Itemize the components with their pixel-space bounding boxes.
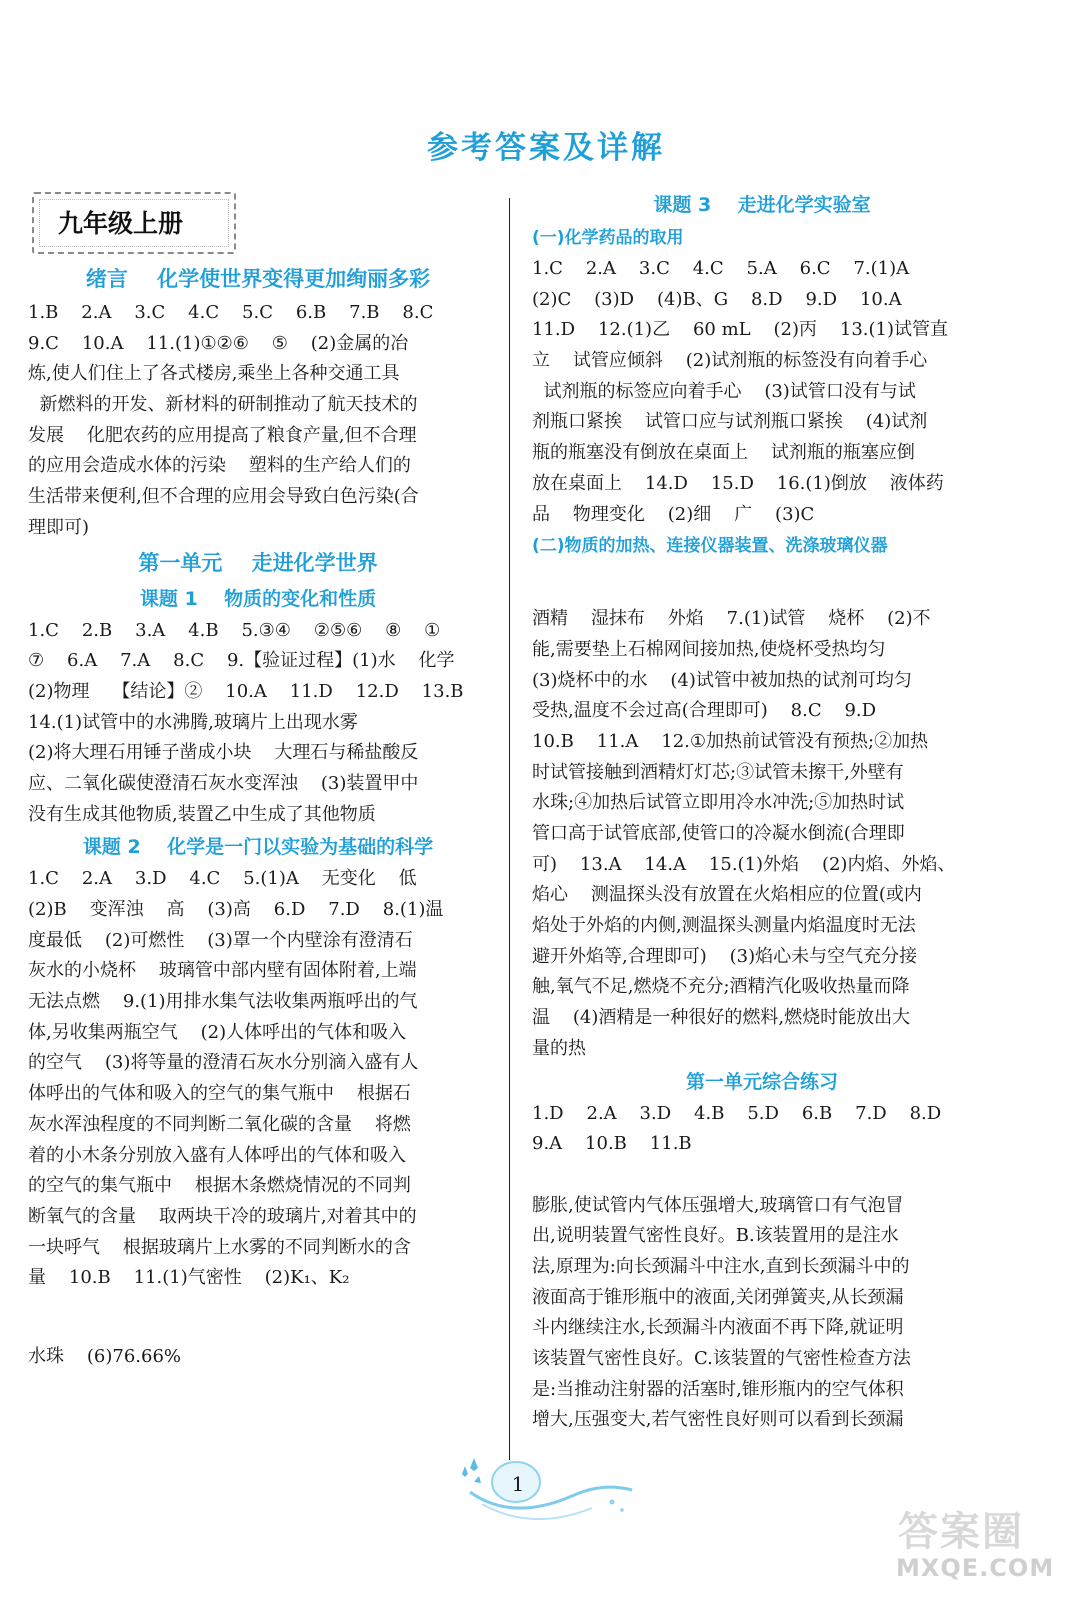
answer-line: 断氧气的含量 取两块干冷的玻璃片,对着其中的 xyxy=(28,1205,417,1227)
answer-line xyxy=(532,562,992,604)
watermark-logo: 答案圈 xyxy=(898,1509,1024,1555)
answer-line: 10.B 11.A 12.①加热前试管没有预热;②加热 xyxy=(532,730,929,752)
answer-line: 立 试管应倾斜 (2)试剂瓶的标签没有向着手心 xyxy=(532,350,928,372)
answer-line: 量 10.B 11.(1)气密性 (2)K₁、K₂ xyxy=(28,1267,350,1289)
answer-line: 酒精 湿抹布 外焰 7.(1)试管 烧杯 (2)不 xyxy=(532,608,931,630)
formula-line xyxy=(28,1294,488,1336)
answer-line xyxy=(532,1160,992,1191)
answer-line: 法,原理为:向长颈漏斗中注水,直到长颈漏斗中的 xyxy=(532,1255,910,1277)
answer-line: 可) 13.A 14.A 15.(1)外焰 (2)内焰、外焰、 xyxy=(532,853,956,875)
answer-line: 体呼出的气体和吸入的空气的集气瓶中 根据石 xyxy=(28,1083,411,1105)
answer-line: (2)B 变浑浊 高 (3)高 6.D 7.D 8.(1)温 xyxy=(28,899,444,920)
answer-line: 试剂瓶的标签应向着手心 (3)试管口没有与试 xyxy=(532,380,916,402)
column-divider xyxy=(509,198,510,1460)
answer-line: 剂瓶口紧挨 试管口应与试剂瓶口紧挨 (4)试剂 xyxy=(532,411,928,433)
answer-line: 1.C 2.A 3.D 4.C 5.(1)A 无变化 低 xyxy=(28,868,417,890)
answer-line: 的空气的集气瓶中 根据木条燃烧情况的不同判 xyxy=(28,1175,411,1197)
answer-line: (2)C (3)D (4)B、G 8.D 9.D 10.A xyxy=(532,288,902,310)
answer-line: 理即可) xyxy=(28,516,90,538)
answer-line: 9.C 10.A 11.(1)①②⑥ ⑤ (2)金属的冶 xyxy=(28,332,409,354)
answer-line: 一块呼气 根据玻璃片上水雾的不同判断水的含 xyxy=(28,1236,411,1258)
right-column xyxy=(532,188,992,1436)
answer-line: 炼,使人们住上了各式楼房,乘坐上各种交通工具 xyxy=(28,363,400,385)
answer-line: (2)物理 【结论】② 10.A 11.D 12.D 13.B xyxy=(28,680,464,702)
answer-line: 体,另收集两瓶空气 (2)人体呼出的气体和吸入 xyxy=(28,1021,407,1043)
answer-line: 触,氧气不足,燃烧不充分;酒精汽化吸收热量而降 xyxy=(532,976,910,998)
answer-line: 应、二氧化碳使澄清石灰水变浑浊 (3)装置甲中 xyxy=(28,772,419,794)
answer-line: ⑦ 6.A 7.A 8.C 9.【验证过程】(1)水 化学 xyxy=(28,650,455,672)
topic1-answers xyxy=(28,616,488,831)
answer-line: 增大,压强变大,若气密性良好则可以看到长颈漏 xyxy=(532,1409,904,1431)
topic2-heading: 课题 2 化学是一门以实验为基础的科学 xyxy=(82,836,434,859)
answer-line: 量的热 xyxy=(532,1037,586,1059)
answer-line: 生活带来便利,但不合理的应用会导致白色污染(合 xyxy=(28,486,419,508)
answer-line: 受热,温度不会过高(合理即可) 8.C 9.D xyxy=(532,700,877,722)
answer-line: 斗内继续注水,长颈漏斗内液面不再下降,就证明 xyxy=(532,1317,904,1339)
answer-line: 的空气 (3)将等量的澄清石灰水分别滴入盛有人 xyxy=(28,1052,419,1074)
intro-answers xyxy=(28,298,488,544)
answer-line: 1.C 2.B 3.A 4.B 5.③④ ②⑤⑥ ⑧ ① xyxy=(28,619,441,641)
answer-line: (3)烧杯中的水 (4)试管中被加热的试剂可均匀 xyxy=(532,669,912,691)
answer-line: 9.A 10.B 11.B xyxy=(532,1133,692,1155)
page-title: 参考答案及详解 xyxy=(427,130,665,166)
answer-line: 度最低 (2)可燃性 (3)罩一个内壁涂有澄清石 xyxy=(28,929,413,951)
answer-line: 是:当推动注射器的活塞时,锥形瓶内的空气体积 xyxy=(532,1378,904,1400)
answer-line: 的应用会造成水体的污染 塑料的生产给人们的 xyxy=(28,455,411,477)
part1-heading: (一)化学药品的取用 xyxy=(532,228,684,248)
part1-answers xyxy=(532,254,992,530)
answer-line: (2)将大理石用锤子凿成小块 大理石与稀盐酸反 xyxy=(28,742,419,764)
answer-line: 没有生成其他物质,装置乙中生成了其他物质 xyxy=(28,803,376,825)
answer-line: 灰水浑浊程度的不同判断二氧化碳的含量 将燃 xyxy=(28,1113,411,1135)
answer-line: 水珠;④加热后试管立即用冷水冲洗;⑤加热时试 xyxy=(532,792,905,814)
grade-label: 九年级上册 xyxy=(58,209,184,238)
answer-line: 焰心 测温探头没有放置在火焰相应的位置(或内 xyxy=(532,884,922,906)
page-number-ornament xyxy=(452,1452,642,1542)
answer-line: 管口高于试管底部,使管口的冷凝水倒流(合理即 xyxy=(532,823,905,844)
answer-line: 11.D 12.(1)乙 60 mL (2)丙 13.(1)试管直 xyxy=(532,319,948,341)
page-number: 1 xyxy=(511,1472,525,1496)
answer-line: 灰水的小烧杯 玻璃管中部内壁有固体附着,上端 xyxy=(28,960,417,982)
answer-line: 能,需要垫上石棉网间接加热,使烧杯受热均匀 xyxy=(532,638,886,660)
answer-line: 焰处于外焰的内侧,测温探头测量内焰温度时无法 xyxy=(532,915,916,937)
answer-line: 瓶的瓶塞没有倒放在桌面上 试剂瓶的瓶塞应倒 xyxy=(532,442,915,464)
topic2-answers xyxy=(28,864,488,1378)
answer-line: 水珠 (6)76.66% xyxy=(28,1345,182,1367)
review-answers xyxy=(532,1099,992,1437)
part2-heading: (二)物质的加热、连接仪器装置、洗涤玻璃仪器 xyxy=(532,536,888,557)
answer-line: 1.C 2.A 3.C 4.C 5.A 6.C 7.(1)A xyxy=(532,258,910,279)
intro-heading: 绪言 化学使世界变得更加绚丽多彩 xyxy=(85,267,431,291)
answer-line: 发展 化肥农药的应用提高了粮食产量,但不合理 xyxy=(28,424,417,446)
topic1-heading: 课题 1 物质的变化和性质 xyxy=(139,587,377,610)
answer-line: 1.D 2.A 3.D 4.B 5.D 6.B 7.D 8.D xyxy=(532,1102,942,1124)
answer-line: 温 (4)酒精是一种很好的燃料,燃烧时能放出大 xyxy=(532,1007,911,1029)
answer-line: 14.(1)试管中的水沸腾,玻璃片上出现水雾 xyxy=(28,711,358,733)
answer-line: 避开外焰等,合理即可) (3)焰心未与空气充分接 xyxy=(532,945,918,967)
watermark xyxy=(890,1500,1090,1600)
answer-line: 着的小木条分别放入盛有人体呼出的气体和吸入 xyxy=(28,1144,406,1166)
answer-line: 时试管接触到酒精灯灯芯;③试管未擦干,外壁有 xyxy=(532,761,904,783)
answer-line: 品 物理变化 (2)细 广 (3)C xyxy=(532,503,815,525)
unit1-heading: 第一单元 走进化学世界 xyxy=(138,550,378,575)
answer-line: 膨胀,使试管内气体压强增大,玻璃管口有气泡冒 xyxy=(532,1194,904,1216)
answer-line: 该装置气密性良好。C.该装置的气密性检查方法 xyxy=(532,1348,911,1369)
topic3-heading: 课题 3 走进化学实验室 xyxy=(653,194,871,216)
answer-line: 出,说明装置气密性良好。B.该装置用的是注水 xyxy=(532,1225,899,1247)
grade-label-box xyxy=(32,192,236,254)
answer-line: 1.B 2.A 3.C 4.C 5.C 6.B 7.B 8.C xyxy=(28,302,434,323)
left-column xyxy=(28,192,488,1378)
answer-line: 液面高于锥形瓶中的液面,关闭弹簧夹,从长颈漏 xyxy=(532,1286,904,1308)
answer-line: 无法点燃 9.(1)用排水集气法收集两瓶呼出的气 xyxy=(28,991,418,1013)
watermark-url: MXQE.COM xyxy=(896,1554,1055,1582)
answer-line: 新燃料的开发、新材料的研制推动了航天技术的 xyxy=(28,394,418,416)
review-heading: 第一单元综合练习 xyxy=(685,1070,838,1093)
part2-answers xyxy=(532,562,992,1064)
answer-line: 放在桌面上 14.D 15.D 16.(1)倒放 液体药 xyxy=(532,472,944,494)
